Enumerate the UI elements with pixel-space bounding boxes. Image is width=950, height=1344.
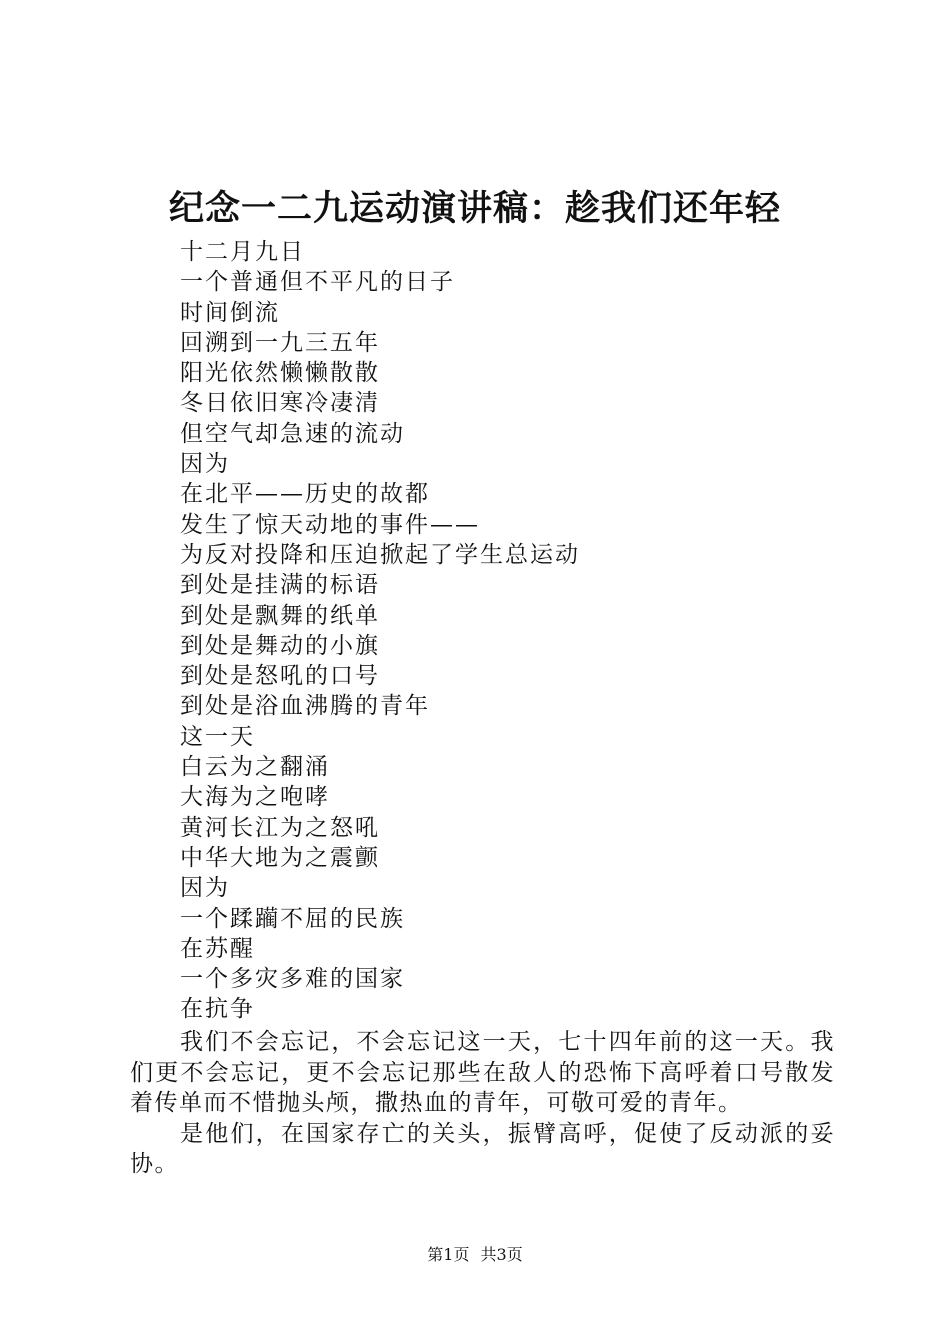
poem-line: 大海为之咆哮	[180, 784, 330, 811]
poem-line: 阳光依然懒懒散散	[180, 360, 380, 387]
paragraph: 是他们，在国家存亡的关头，振臂高呼，促使了反动派的妥协。	[130, 1120, 835, 1177]
poem-line: 十二月九日	[180, 239, 305, 265]
poem-block	[180, 237, 580, 1025]
poem-line: 为反对投降和压迫掀起了学生总运动	[180, 541, 580, 568]
poem-line: 到处是飘舞的纸单	[180, 602, 380, 629]
page-total: 共3页	[480, 1245, 523, 1264]
poem-line: 冬日依旧寒冷凄清	[180, 390, 380, 417]
page-number: 第1页	[427, 1245, 470, 1264]
poem-line: 时间倒流	[180, 299, 280, 326]
poem-line: 回溯到一九三五年	[180, 329, 380, 356]
poem-line: 但空气却急速的流动	[180, 420, 405, 447]
prose-block	[130, 1027, 835, 1180]
poem-line: 白云为之翻涌	[180, 754, 330, 781]
poem-line: 因为	[180, 451, 230, 478]
paragraph: 我们不会忘记，不会忘记这一天，七十四年前的这一天。我们更不会忘记，更不会忘记那些在敌人的恐怖下高呼着口号散发着传单而不惜抛头颅，撒热血的青年，可敬可爱的青年。	[130, 1029, 835, 1116]
poem-line: 在抗争	[180, 996, 255, 1023]
poem-line: 一个普通但不平凡的日子	[180, 269, 455, 296]
poem-line: 发生了惊天动地的事件——	[180, 511, 480, 538]
document-title: 纪念一二九运动演讲稿：趁我们还年轻	[168, 189, 781, 229]
poem-line: 一个多灾多难的国家	[180, 966, 405, 993]
poem-line: 到处是怒吼的口号	[180, 663, 380, 690]
poem-line: 在苏醒	[180, 935, 255, 962]
poem-line: 因为	[180, 875, 230, 902]
page-footer	[0, 1244, 950, 1266]
poem-line: 中华大地为之震颤	[180, 844, 380, 871]
poem-line: 到处是挂满的标语	[180, 572, 380, 599]
poem-line: 在北平——历史的故都	[180, 481, 430, 508]
poem-line: 这一天	[180, 723, 255, 750]
poem-line: 到处是舞动的小旗	[180, 632, 380, 659]
poem-line: 一个蹂躏不屈的民族	[180, 905, 405, 932]
poem-line: 黄河长江为之怒吼	[180, 814, 380, 841]
poem-line: 到处是浴血沸腾的青年	[180, 693, 430, 720]
